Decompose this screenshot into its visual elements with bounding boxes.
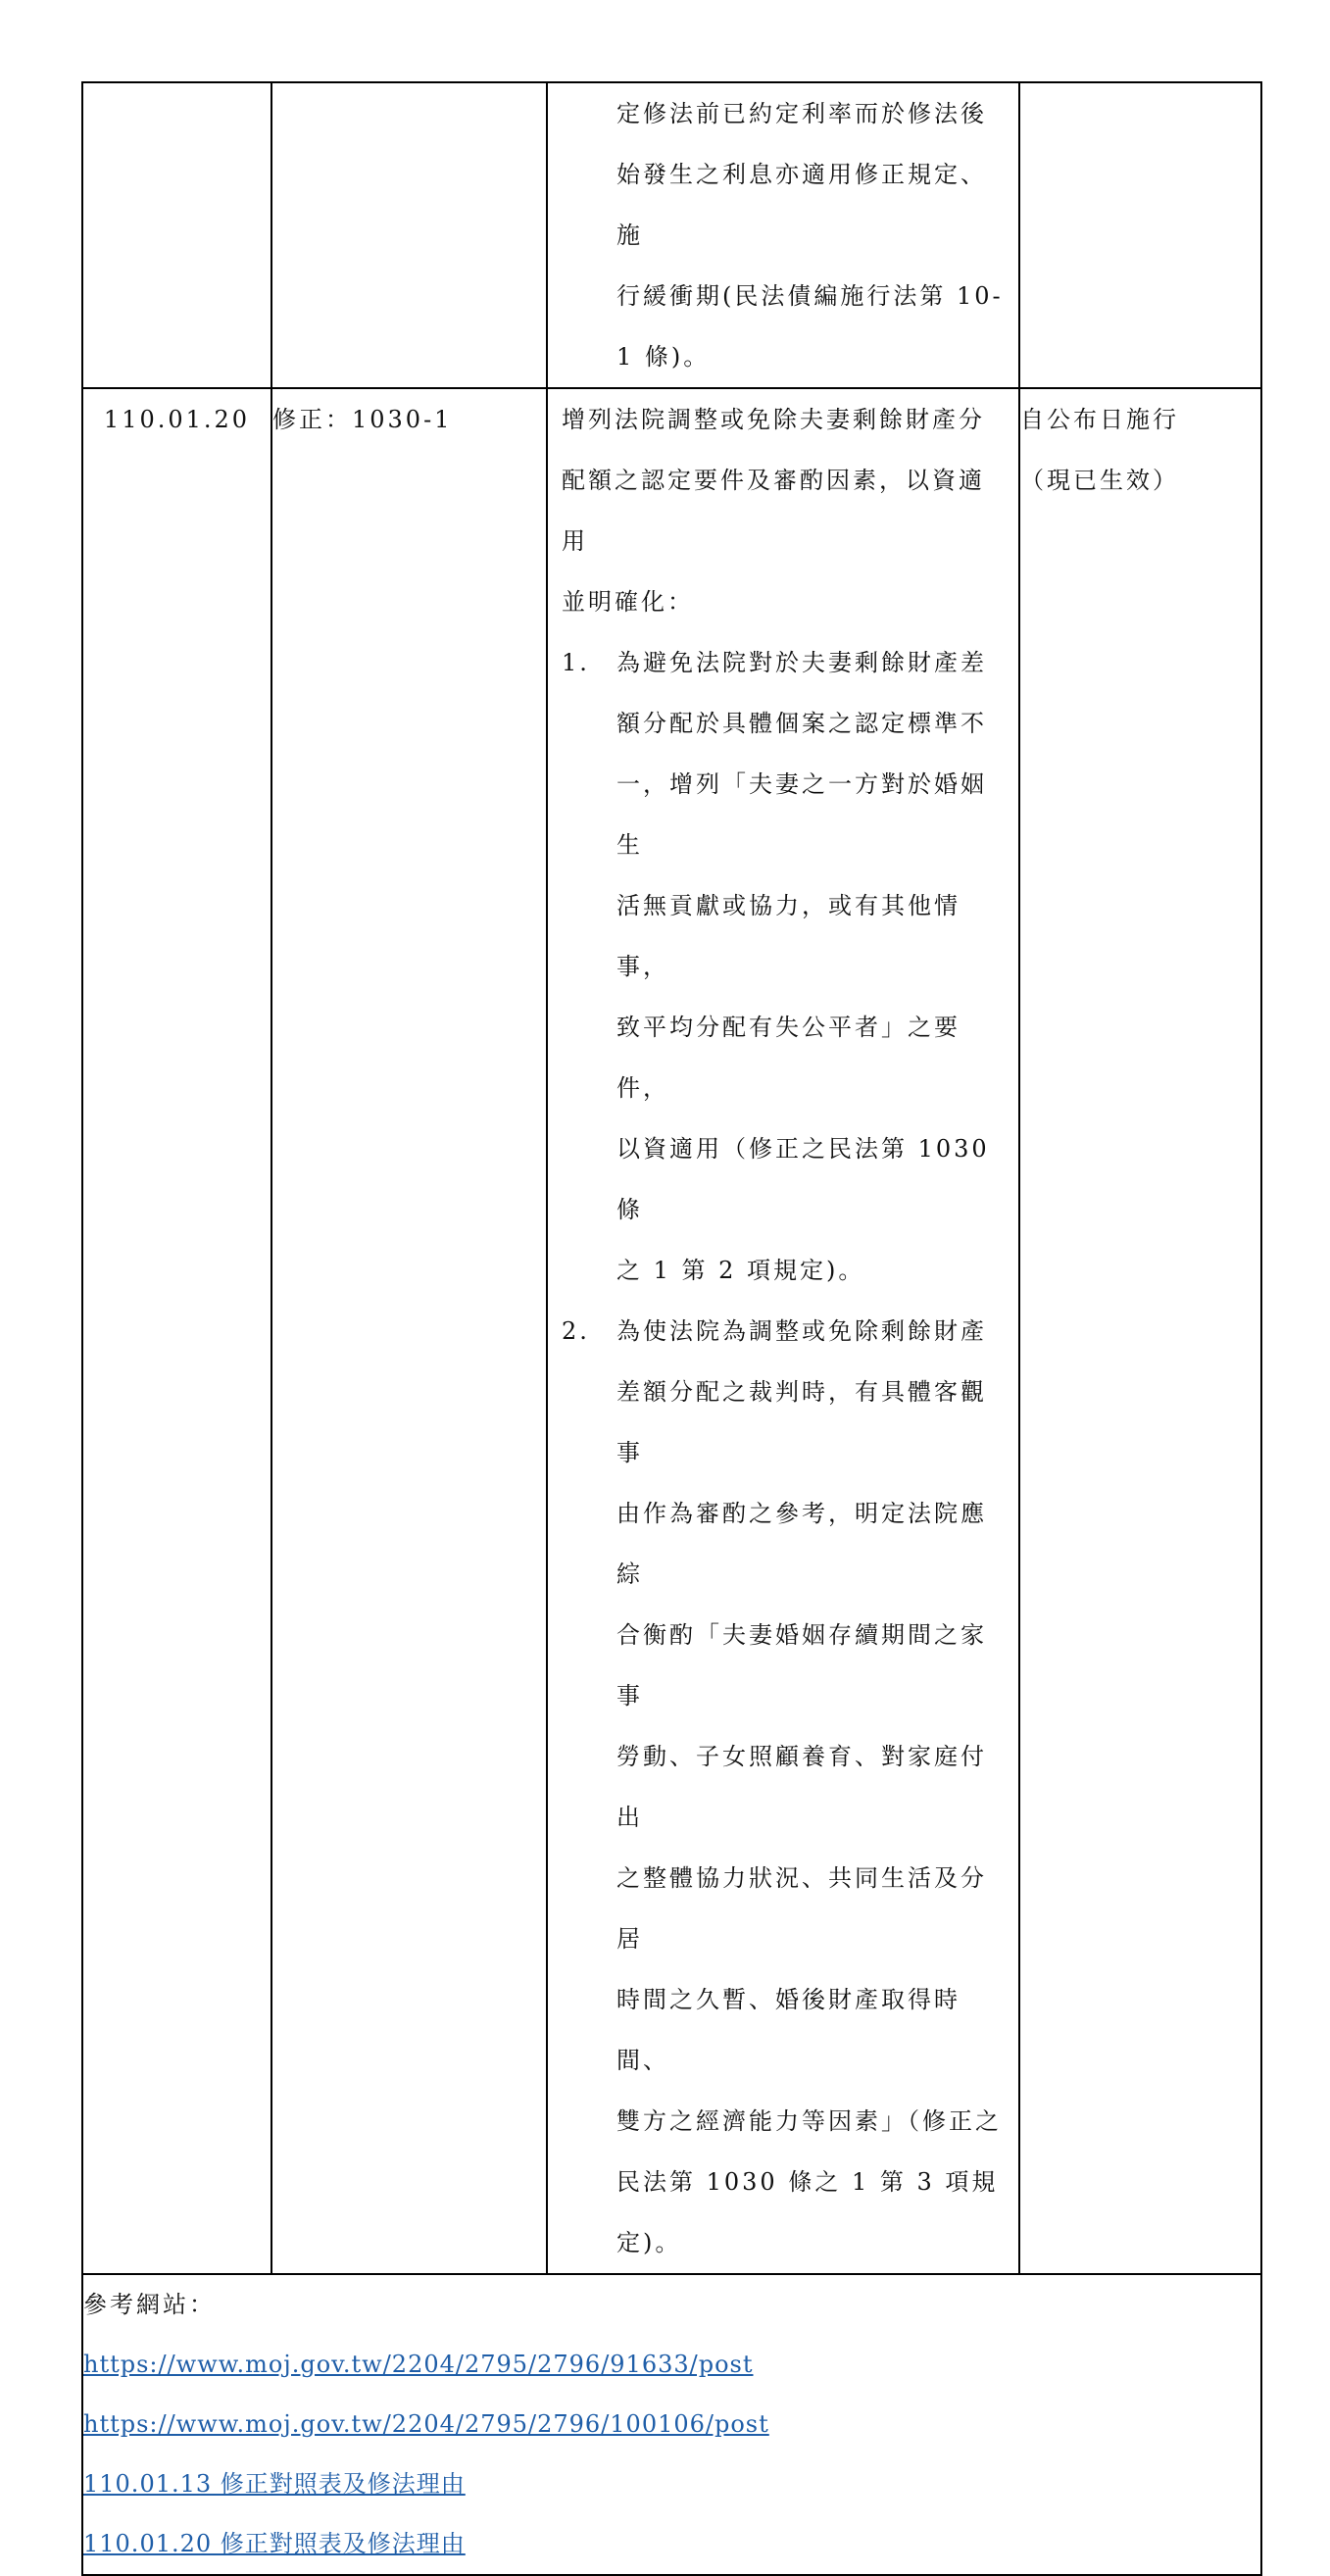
list-line: 差額分配之裁判時，有具體客觀事 [616,1378,987,1466]
amendment-type: 修正：1030-1 [272,406,453,433]
intro-paragraph [548,389,1018,632]
reference-link[interactable]: https://www.moj.gov.tw/2204/2795/2796/100106/post [83,2410,769,2438]
list-line: 由作為審酌之參考，明定法院應綜 [616,1500,987,1588]
description-line: 1 條)。 [616,343,711,371]
description-line: 始發生之利息亦適用修正規定、施 [616,161,987,249]
table-row [82,82,1261,388]
type-cell-empty [271,82,547,388]
amendment-date: 110.01.20 [103,406,251,433]
list-item [548,1301,1018,2273]
list-line: 為避免法院對於夫妻剩餘財產差 [616,649,987,676]
list-line: 雙方之經濟能力等因素」（修正之 [616,2107,1002,2135]
amendment-table [81,81,1262,2576]
description-cell [547,82,1019,388]
effective-line: （現已生效） [1020,467,1179,494]
effective-cell-empty [1019,82,1261,388]
list-line: 合衡酌「夫妻婚姻存續期間之家事 [616,1621,987,1709]
list-line: 之整體協力狀況、共同生活及分居 [616,1864,987,1953]
list-line: 為使法院為調整或免除剩餘財產 [616,1317,987,1345]
list-line: 時間之久暫、婚後財產取得時間、 [616,1986,961,2074]
list-line: 額分配於具體個案之認定標準不 [616,710,987,737]
date-cell [82,388,271,2274]
table-row [82,388,1261,2274]
references-title: 參考網站： [83,2291,216,2318]
list-line: 以資適用（修正之民法第 1030 條 [616,1135,990,1223]
table-row [82,2274,1261,2575]
description-cell [547,388,1019,2274]
references-cell [82,2274,1261,2575]
reference-link[interactable]: https://www.moj.gov.tw/2204/2795/2796/91633/post [83,2351,754,2378]
reference-link[interactable]: 110.01.20 修正對照表及修法理由 [83,2530,466,2557]
list-line: 致平均分配有失公平者」之要件， [616,1014,961,1102]
list-item [548,632,1018,1301]
intro-line: 並明確化： [562,588,694,616]
effective-cell [1019,388,1261,2274]
intro-line: 配額之認定要件及審酌因素，以資適用 [562,467,985,555]
effective-line: 自公布日施行 [1020,406,1179,433]
list-line: 活無貢獻或協力，或有其他情事， [616,892,961,980]
date-cell-empty [82,82,271,388]
list-number: 2. [562,1317,590,1345]
list-line: 一，增列「夫妻之一方對於婚姻生 [616,770,987,859]
list-line: 民法第 1030 條之 1 第 3 項規定)。 [616,2168,999,2256]
list-line: 勞動、子女照顧養育、對家庭付出 [616,1743,987,1831]
list-number: 1. [562,649,590,676]
type-cell [271,388,547,2274]
description-line: 行緩衝期(民法債編施行法第 10- [616,282,1004,310]
reference-link[interactable]: 110.01.13 修正對照表及修法理由 [83,2470,466,2498]
intro-line: 增列法院調整或免除夫妻剩餘財產分 [562,406,985,433]
list-line: 之 1 第 2 項規定)。 [616,1257,865,1284]
description-line: 定修法前已約定利率而於修法後 [616,100,987,127]
